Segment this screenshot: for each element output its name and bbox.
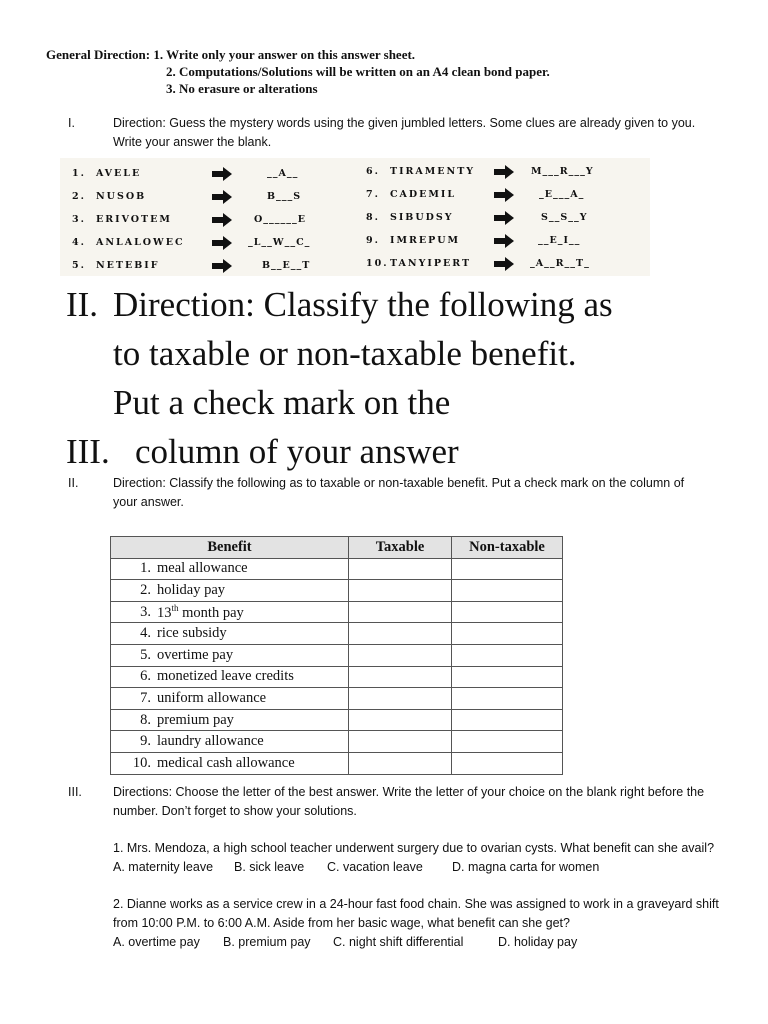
row-number: 7.: [140, 689, 151, 706]
header-non-taxable: Non-taxable: [452, 537, 563, 559]
non-taxable-check-cell[interactable]: [452, 644, 563, 666]
choice-c: C. night shift differential: [333, 935, 464, 949]
benefit-cell: [111, 709, 349, 731]
general-direction-item-2: 2. Computations/Solutions will be written on an A4 clean bond paper.: [166, 64, 550, 79]
table-row: [111, 558, 563, 580]
puzzle-item: [366, 166, 650, 188]
taxable-check-cell[interactable]: [349, 688, 452, 710]
benefit-name: medical cash allowance: [157, 754, 295, 771]
benefit-name-rest: month pay: [178, 604, 244, 621]
puzzle-number: 5.: [72, 260, 86, 271]
puzzle-number: 2.: [72, 191, 86, 202]
section-1-direction-line-1: Direction: Guess the mystery words using the given jumbled letters. Some clues are already given to you.: [113, 116, 696, 130]
puzzle-jumbled-word: AVELE: [96, 168, 142, 179]
puzzle-item: [366, 212, 650, 234]
table-row: [111, 644, 563, 666]
general-direction-item-1: 1. Write only your answer on this answer sheet.: [153, 47, 416, 62]
benefit-cell: [111, 644, 349, 666]
row-number: 5.: [140, 646, 151, 663]
row-number: 3.: [140, 604, 151, 621]
section-1-direction: [113, 114, 753, 152]
row-number: 9.: [140, 733, 151, 750]
puzzle-answer-blank: O______E: [254, 214, 307, 225]
puzzle-number: 4.: [72, 237, 86, 248]
puzzle-answer-blank: S__S__Y: [541, 212, 588, 223]
general-direction: [46, 46, 746, 63]
benefit-cell: [111, 752, 349, 774]
section-1-direction-line-2: Write your answer the blank.: [113, 135, 272, 149]
benefit-name: monetized leave credits: [157, 668, 294, 685]
taxable-check-cell[interactable]: [349, 558, 452, 580]
choice-a: A. maternity leave: [113, 860, 214, 874]
choice-b: B. premium pay: [223, 935, 311, 949]
benefit-name: overtime pay: [157, 646, 234, 663]
taxable-check-cell[interactable]: [349, 601, 452, 623]
benefit-name: holiday pay: [157, 581, 226, 598]
arrow-right-icon: [212, 213, 232, 227]
question-2-line-1: 2. Dianne works as a service crew in a 24-hour fast food chain. She was assigned to work in a graveyard shift: [113, 897, 719, 911]
puzzle-jumbled-word: SIBUDSY: [390, 212, 454, 223]
arrow-right-icon: [494, 211, 514, 225]
arrow-right-icon: [494, 234, 514, 248]
taxable-check-cell[interactable]: [349, 644, 452, 666]
non-taxable-check-cell[interactable]: [452, 688, 563, 710]
benefit-name: premium pay: [157, 711, 234, 728]
section-3-direction-line-1: Directions: Choose the letter of the best answer. Write the letter of your choice on the blank right before the: [113, 785, 705, 799]
puzzle-item: [72, 168, 362, 190]
benefit-name: 13: [157, 604, 172, 621]
puzzle-item: [72, 191, 362, 213]
table-row: [111, 731, 563, 753]
puzzle-answer-blank: _L__W__C_: [248, 237, 311, 248]
puzzle-item: [72, 237, 362, 259]
puzzle-number: 1.: [72, 168, 86, 179]
benefit-classification-table: [110, 536, 563, 775]
benefit-cell: [111, 601, 349, 623]
puzzle-answer-blank: __A__: [267, 168, 299, 179]
puzzle-jumbled-word: ANLALOWEC: [96, 237, 185, 248]
question-2-line-2: from 10:00 P.M. to 6:00 A.M. Aside from her basic wage, what benefit can she get?: [113, 916, 570, 930]
choice-d: D. holiday pay: [498, 935, 578, 949]
section-2-direction-line-2: your answer.: [113, 495, 184, 509]
question-2-choices: [113, 933, 758, 952]
section-2-direction-line-1: Direction: Classify the following as to taxable or non-taxable benefit. Put a check mark on the column of: [113, 476, 685, 490]
table-row: [111, 666, 563, 688]
big-heading-numeral-2: II.: [66, 285, 99, 324]
puzzle-number: 9.: [366, 235, 380, 246]
section-3-direction-line-2: number. Don’t forget to show your solutions.: [113, 804, 357, 818]
benefit-cell: [111, 580, 349, 602]
row-number: 4.: [140, 625, 151, 642]
arrow-right-icon: [212, 167, 232, 181]
benefit-name: meal allowance: [157, 560, 248, 577]
table-row: [111, 580, 563, 602]
puzzle-number: 6.: [366, 166, 380, 177]
non-taxable-check-cell[interactable]: [452, 731, 563, 753]
section-3-numeral: III.: [68, 785, 82, 799]
big-heading-line-3: Put a check mark on the: [113, 383, 451, 422]
big-heading: [66, 280, 756, 476]
big-heading-numeral-3: III.: [66, 432, 110, 471]
arrow-right-icon: [212, 259, 232, 273]
puzzle-answer-blank: _E___A_: [539, 189, 585, 200]
puzzle-number: 3.: [72, 214, 86, 225]
non-taxable-check-cell[interactable]: [452, 623, 563, 645]
puzzle-number: 8.: [366, 212, 380, 223]
benefit-name: uniform allowance: [157, 689, 267, 706]
benefit-cell: [111, 688, 349, 710]
header-benefit: Benefit: [111, 537, 349, 559]
row-number: 10.: [132, 754, 151, 771]
big-heading-line-4: column of your answer: [135, 432, 459, 471]
section-1-numeral: I.: [68, 116, 75, 130]
arrow-right-icon: [212, 190, 232, 204]
puzzle-item: [72, 214, 362, 236]
benefit-cell: [111, 558, 349, 580]
benefit-cell: [111, 731, 349, 753]
puzzle-item: [366, 235, 650, 257]
taxable-check-cell[interactable]: [349, 580, 452, 602]
header-taxable: Taxable: [349, 537, 452, 559]
row-number: 6.: [140, 668, 151, 685]
choice-d: D. magna carta for women: [452, 860, 600, 874]
table-header-row: [111, 537, 563, 559]
taxable-check-cell[interactable]: [349, 752, 452, 774]
puzzle-jumbled-word: ERIVOTEM: [96, 214, 172, 225]
row-number: 1.: [140, 560, 151, 577]
table-row: [111, 688, 563, 710]
non-taxable-check-cell[interactable]: [452, 752, 563, 774]
non-taxable-check-cell[interactable]: [452, 666, 563, 688]
general-direction-item-3: 3. No erasure or alterations: [166, 81, 318, 96]
choice-c: C. vacation leave: [327, 860, 423, 874]
general-direction-label: General Direction:: [46, 47, 151, 62]
puzzle-item: [366, 258, 650, 280]
benefit-cell: [111, 666, 349, 688]
section-2-numeral: II.: [68, 476, 79, 490]
table-row: [111, 601, 563, 623]
section-2-direction: [113, 474, 753, 512]
puzzle-answer-blank: _A__R__T_: [530, 258, 590, 269]
benefit-name: rice subsidy: [157, 625, 227, 642]
choice-a: A. overtime pay: [113, 935, 200, 949]
question-1-choices: [113, 858, 758, 877]
puzzle-answer-blank: B___S: [267, 191, 302, 202]
non-taxable-check-cell[interactable]: [452, 580, 563, 602]
puzzle-answer-blank: __E_I__: [538, 235, 581, 246]
section-3-direction: [113, 783, 753, 821]
table-row: [111, 623, 563, 645]
jumbled-words-puzzle: [60, 158, 650, 276]
question-1-text: 1. Mrs. Mendoza, a high school teacher underwent surgery due to ovarian cysts. What benefit can she avail?: [113, 841, 715, 855]
arrow-right-icon: [494, 188, 514, 202]
puzzle-jumbled-word: NETEBIF: [96, 260, 160, 271]
benefit-name-superscript: th: [171, 602, 179, 613]
taxable-check-cell[interactable]: [349, 709, 452, 731]
taxable-check-cell[interactable]: [349, 666, 452, 688]
puzzle-number: 7.: [366, 189, 380, 200]
puzzle-jumbled-word: NUSOB: [96, 191, 147, 202]
row-number: 8.: [140, 711, 151, 728]
taxable-check-cell[interactable]: [349, 623, 452, 645]
big-heading-line-1: Direction: Classify the following as: [113, 285, 613, 324]
benefit-name: laundry allowance: [157, 733, 264, 750]
non-taxable-check-cell[interactable]: [452, 601, 563, 623]
question-1: [113, 839, 758, 877]
puzzle-jumbled-word: CADEMIL: [390, 189, 457, 200]
row-number: 2.: [140, 581, 151, 598]
puzzle-jumbled-word: IMREPUM: [390, 235, 461, 246]
non-taxable-check-cell[interactable]: [452, 558, 563, 580]
choice-b: B. sick leave: [234, 860, 305, 874]
benefit-cell: [111, 623, 349, 645]
puzzle-answer-blank: M___R___Y: [531, 166, 594, 177]
table-row: [111, 752, 563, 774]
puzzle-item: [72, 260, 362, 282]
arrow-right-icon: [494, 165, 514, 179]
non-taxable-check-cell[interactable]: [452, 709, 563, 731]
arrow-right-icon: [212, 236, 232, 250]
puzzle-number: 10.: [366, 258, 389, 269]
puzzle-answer-blank: B__E__T: [262, 260, 311, 271]
arrow-right-icon: [494, 257, 514, 271]
taxable-check-cell[interactable]: [349, 731, 452, 753]
question-2: [113, 895, 758, 952]
big-heading-line-2: to taxable or non-taxable benefit.: [113, 334, 577, 373]
puzzle-item: [366, 189, 650, 211]
table-row: [111, 709, 563, 731]
puzzle-jumbled-word: TANYIPERT: [390, 258, 472, 269]
puzzle-jumbled-word: TIRAMENTY: [390, 166, 476, 177]
